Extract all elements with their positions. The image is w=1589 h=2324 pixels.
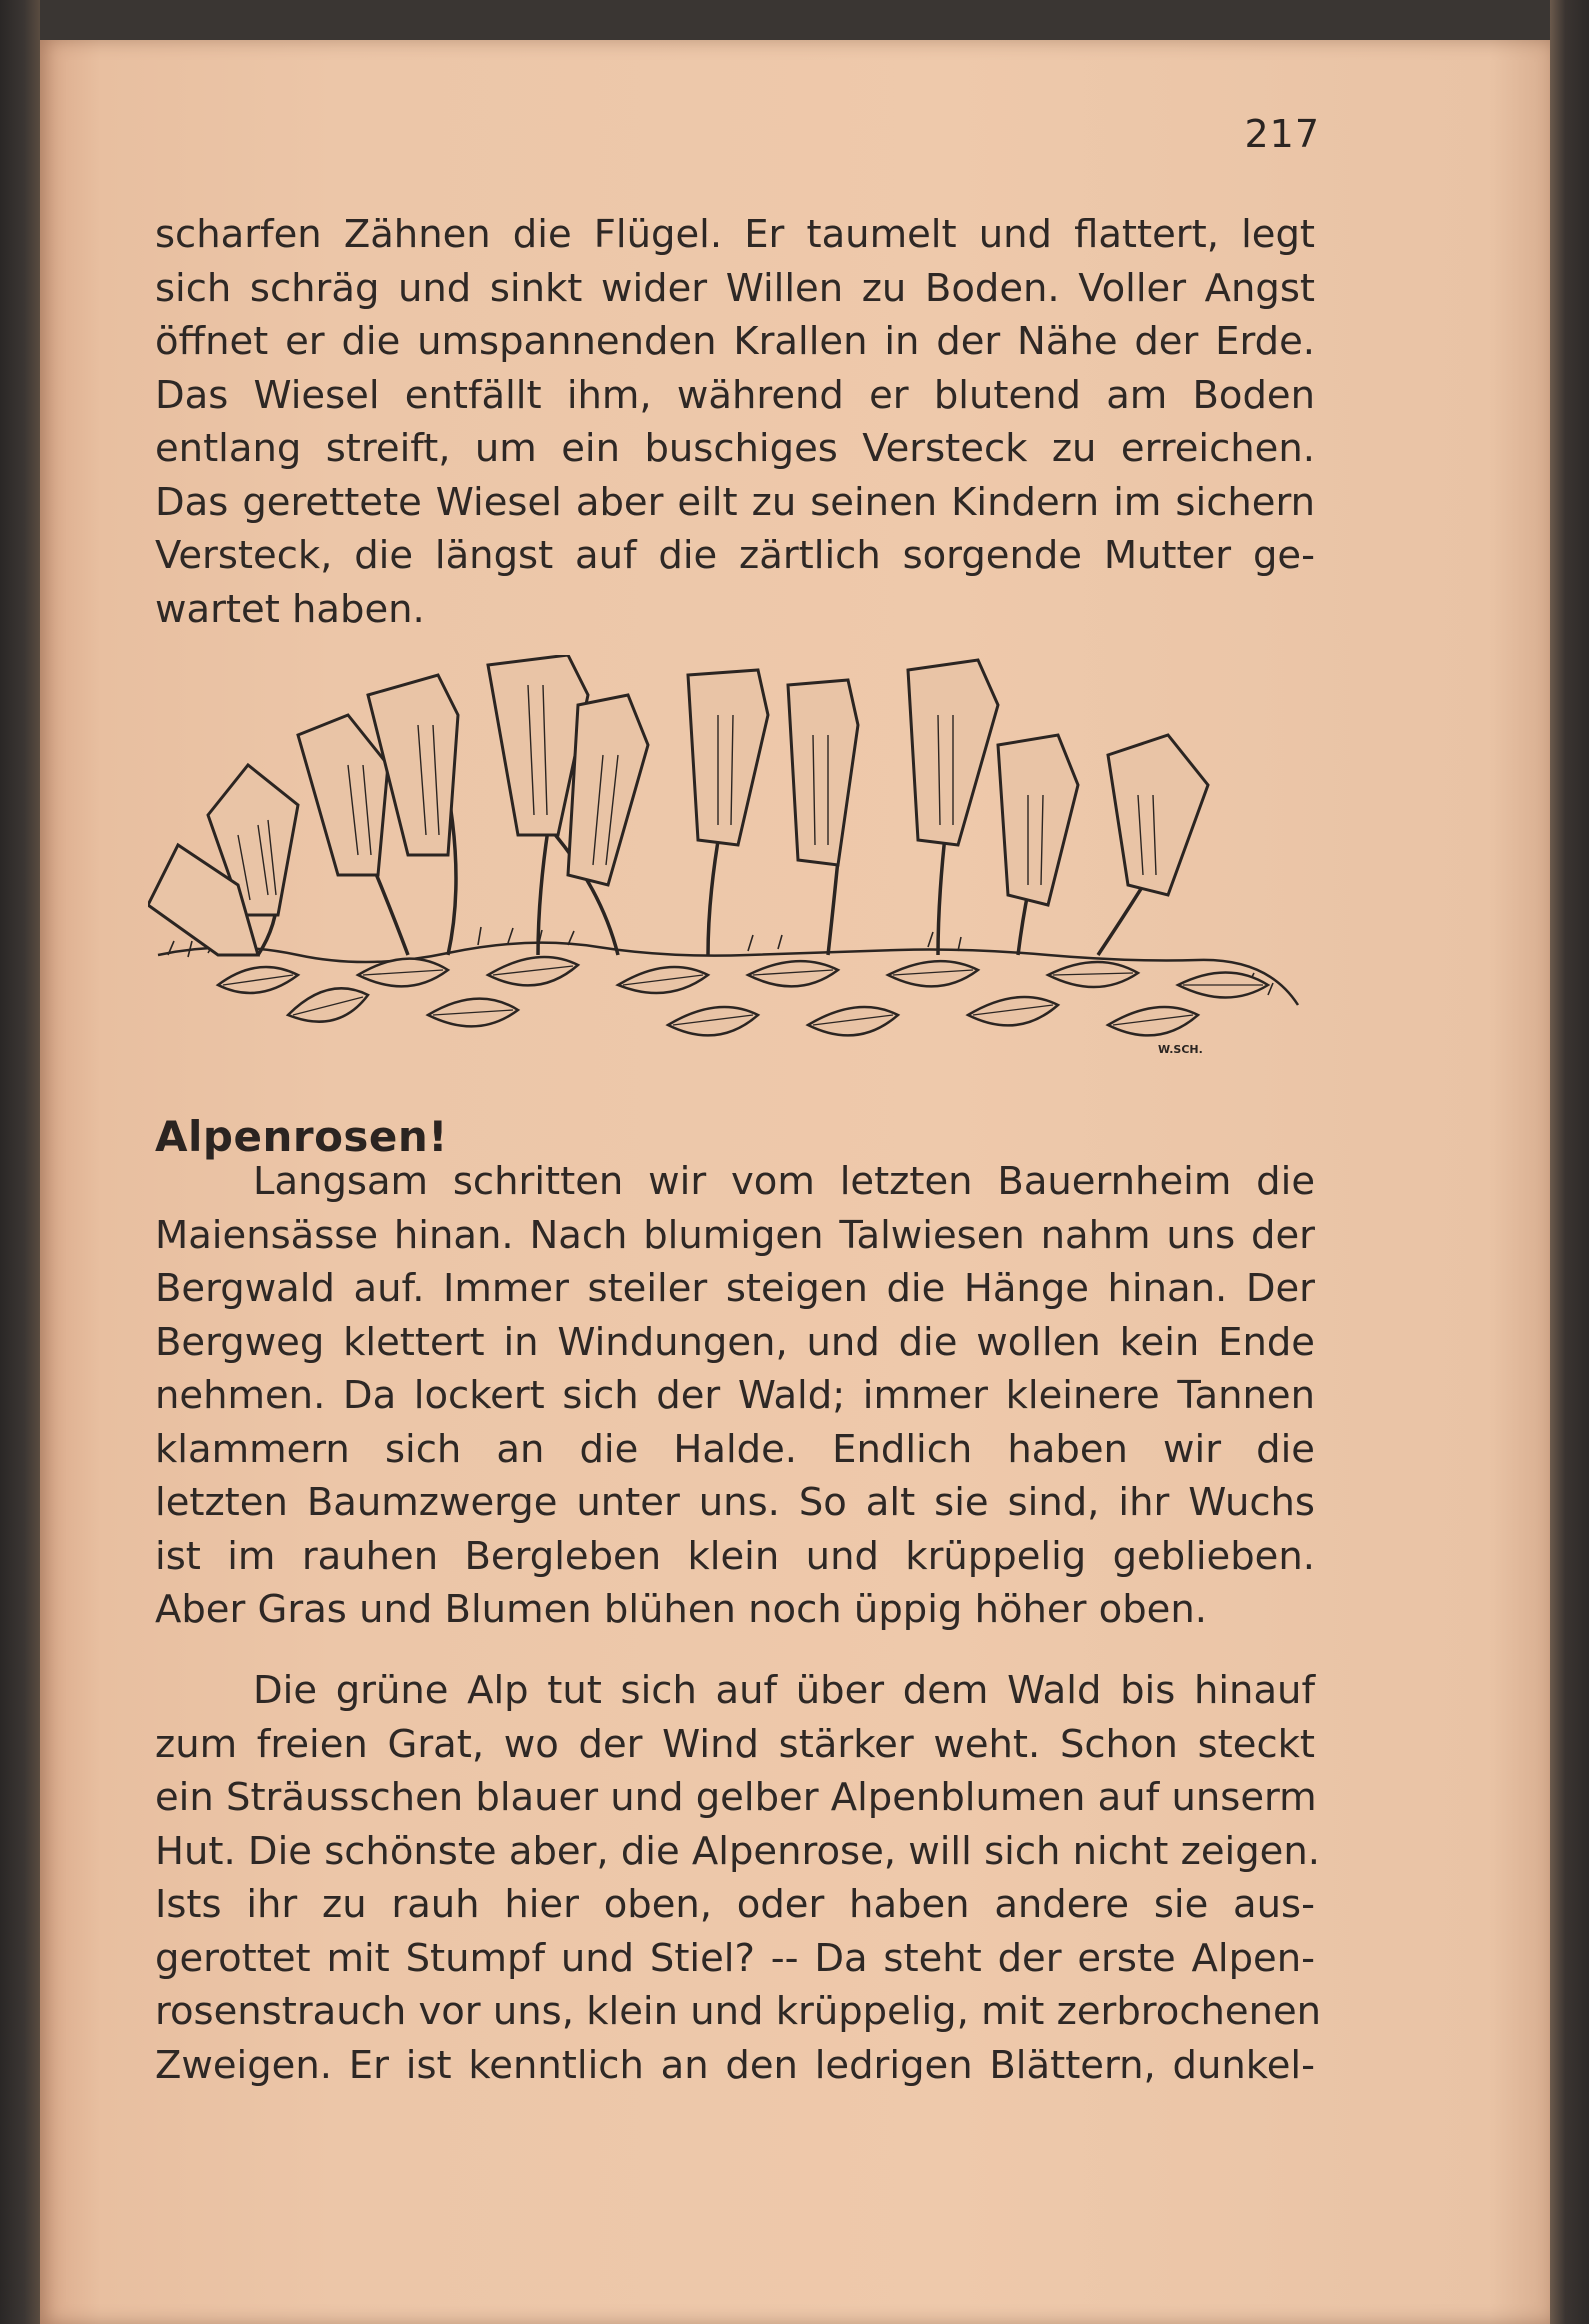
text-line: klammern sich an die Halde. Endlich haben wir die <box>155 1426 1315 1472</box>
paragraph-2 <box>155 1155 1315 1637</box>
text-line: Zweigen. Er ist kenntlich an den ledrigen Blättern, dunkel- <box>155 2042 1315 2088</box>
book-spine <box>0 0 40 2324</box>
text-line: Langsam schritten wir vom letzten Bauernheim die <box>253 1159 1315 1204</box>
text-line: nehmen. Da lockert sich der Wald; immer kleinere Tannen <box>155 1373 1315 1418</box>
text-line: Das gerettete Wiesel aber eilt zu seinen Kindern im sichern <box>155 479 1315 525</box>
text-line: Bergwald auf. Immer steiler steigen die Hänge hinan. Der <box>155 1266 1315 1311</box>
text-line: Bergweg klettert in Windungen, und die wollen kein Ende <box>155 1319 1315 1365</box>
text-line: sich schräg und sinkt wider Willen zu Boden. Voller Angst <box>155 265 1315 311</box>
text-line: gerottet mit Stumpf und Stiel? -- Da steht der erste Alpen- <box>155 1935 1315 1981</box>
text-line: wartet haben. <box>155 586 425 632</box>
text-line: Hut. Die schönste aber, die Alpenrose, will sich nicht zeigen. <box>155 1828 1320 1874</box>
page-number: 217 <box>1244 112 1320 156</box>
text-line: letzten Baumzwerge unter uns. So alt sie sind, ihr Wuchs <box>155 1480 1315 1525</box>
text-line: Das Wiesel entfällt ihm, während er blutend am Boden <box>155 372 1315 418</box>
text-line: Aber Gras und Blumen blühen noch üppig höher oben. <box>155 1587 1208 1632</box>
text-line: Ists ihr zu rauh hier oben, oder haben andere sie aus- <box>155 1882 1315 1927</box>
paragraph-1 <box>155 208 1315 636</box>
text-line: Versteck, die längst auf die zärtlich sorgende Mutter ge- <box>155 533 1315 578</box>
gentian-flowers-illustration <box>148 655 1318 1075</box>
text-line: rosenstrauch vor uns, klein und krüppelig, mit zerbrochenen <box>155 1989 1322 2034</box>
text-line: zum freien Grat, wo der Wind stärker weht. Schon steckt <box>155 1721 1315 1767</box>
text-line: ein Sträusschen blauer und gelber Alpenblumen auf unserm <box>155 1775 1317 1820</box>
page-edge <box>1550 0 1589 2324</box>
section-heading: Alpenrosen! <box>155 1112 448 1161</box>
text-line: öffnet er die umspannenden Krallen in der Nähe der Erde. <box>155 319 1315 364</box>
paragraph-3 <box>155 1664 1322 2092</box>
text-line: scharfen Zähnen die Flügel. Er taumelt und flattert, legt <box>155 212 1315 257</box>
text-line: Maiensässe hinan. Nach blumigen Talwiesen nahm uns der <box>155 1212 1315 1258</box>
text-line: entlang streift, um ein buschiges Versteck zu erreichen. <box>155 426 1315 471</box>
text-line: Die grüne Alp tut sich auf über dem Wald bis hinauf <box>253 1668 1315 1713</box>
illustration-signature: W.SCH. <box>1158 1043 1203 1056</box>
text-line: ist im rauhen Bergleben klein und krüppelig geblieben. <box>155 1533 1315 1579</box>
